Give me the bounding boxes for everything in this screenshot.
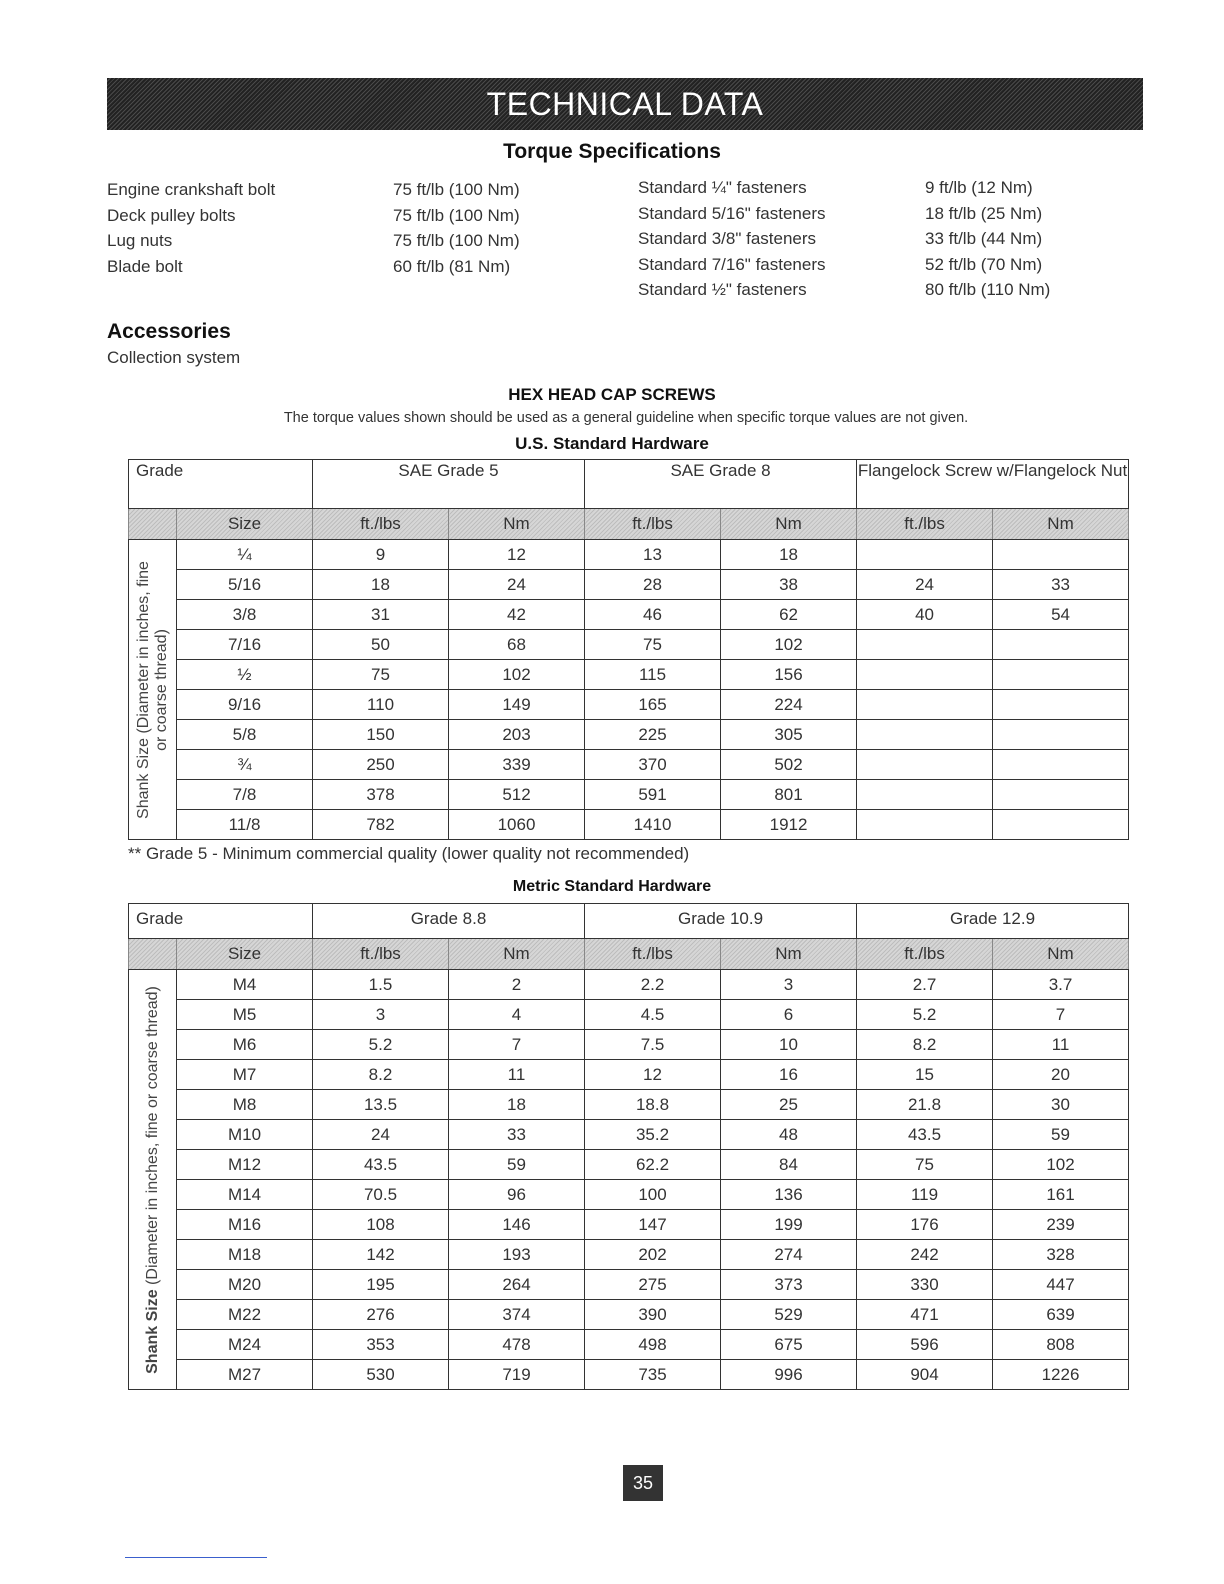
spec-value: 75 ft/lb (100 Nm)	[393, 231, 520, 251]
value-cell: 203	[449, 720, 585, 750]
accessories-title: Accessories	[107, 320, 231, 343]
grade-header: SAE Grade 8	[585, 460, 857, 509]
grade-header-row	[129, 904, 1129, 939]
size-cell: ½	[177, 660, 313, 690]
value-cell: 328	[993, 1240, 1129, 1270]
size-cell: 11/8	[177, 810, 313, 840]
value-cell: 3	[721, 970, 857, 1000]
value-cell: 24	[857, 570, 993, 600]
spec-label: Lug nuts	[107, 231, 173, 251]
value-cell	[857, 810, 993, 840]
value-cell: 38	[721, 570, 857, 600]
value-cell: 13.5	[313, 1090, 449, 1120]
hex-head-title: HEX HEAD CAP SCREWS	[508, 385, 716, 404]
shank-size-side-label	[129, 540, 177, 840]
table-row	[129, 570, 1129, 600]
size-cell: 5/16	[177, 570, 313, 600]
shank-size-side-label	[129, 970, 177, 1390]
spec-label: Engine crankshaft bolt	[107, 180, 276, 199]
metric-standard-table	[128, 903, 1129, 1390]
size-cell: M4	[177, 970, 313, 1000]
table-row	[129, 1270, 1129, 1300]
table-row	[129, 810, 1129, 840]
value-cell	[993, 630, 1129, 660]
value-cell	[993, 660, 1129, 690]
subheader: ft./lbs	[857, 939, 993, 970]
table-row	[129, 1120, 1129, 1150]
value-cell	[993, 540, 1129, 570]
grade-header: Grade 10.9	[585, 904, 857, 939]
size-cell: 5/8	[177, 720, 313, 750]
value-cell: 75	[857, 1150, 993, 1180]
spec-label: Standard 3/8" fasteners	[638, 229, 817, 249]
value-cell: 25	[721, 1090, 857, 1120]
value-cell: 12	[585, 1060, 721, 1090]
value-cell: 512	[449, 780, 585, 810]
grade-header: SAE Grade 5	[313, 460, 585, 509]
value-cell: 339	[449, 750, 585, 780]
subheader: Nm	[449, 509, 585, 540]
value-cell: 239	[993, 1210, 1129, 1240]
value-cell: 3.7	[993, 970, 1129, 1000]
value-cell: 43.5	[313, 1150, 449, 1180]
subheader: Nm	[993, 509, 1129, 540]
value-cell: 530	[313, 1360, 449, 1390]
value-cell: 370	[585, 750, 721, 780]
value-cell: 224	[721, 690, 857, 720]
technical-data-banner	[107, 78, 1143, 130]
value-cell: 102	[993, 1150, 1129, 1180]
value-cell: 390	[585, 1300, 721, 1330]
torque-left-labels	[107, 177, 275, 279]
table-row	[129, 720, 1129, 750]
value-cell: 639	[993, 1300, 1129, 1330]
value-cell: 24	[449, 570, 585, 600]
subheader: Nm	[449, 939, 585, 970]
value-cell: 21.8	[857, 1090, 993, 1120]
value-cell: 11	[449, 1060, 585, 1090]
size-cell: ¾	[177, 750, 313, 780]
value-cell: 996	[721, 1360, 857, 1390]
value-cell	[857, 660, 993, 690]
value-cell: 70.5	[313, 1180, 449, 1210]
size-cell: M24	[177, 1330, 313, 1360]
value-cell: 276	[313, 1300, 449, 1330]
value-cell: 2.7	[857, 970, 993, 1000]
value-cell: 40	[857, 600, 993, 630]
torque-right-values	[925, 175, 1050, 303]
grade-header-row	[129, 460, 1129, 509]
value-cell: 9	[313, 540, 449, 570]
value-cell: 156	[721, 660, 857, 690]
table-row	[129, 750, 1129, 780]
value-cell: 31	[313, 600, 449, 630]
table-row	[129, 1210, 1129, 1240]
metric-table-title: Metric Standard Hardware	[512, 878, 712, 895]
torque-left-values	[393, 177, 520, 279]
value-cell: 378	[313, 780, 449, 810]
value-cell: 8.2	[313, 1060, 449, 1090]
table-row	[129, 1240, 1129, 1270]
spec-value: 52 ft/lb (70 Nm)	[925, 254, 1043, 274]
value-cell: 150	[313, 720, 449, 750]
us-standard-table	[128, 459, 1129, 840]
size-cell: M12	[177, 1150, 313, 1180]
spec-label: Blade bolt	[107, 256, 183, 276]
value-cell: 801	[721, 780, 857, 810]
table-row	[129, 1180, 1129, 1210]
value-cell: 250	[313, 750, 449, 780]
size-cell: M8	[177, 1090, 313, 1120]
value-cell: 59	[993, 1120, 1129, 1150]
value-cell: 28	[585, 570, 721, 600]
table-row	[129, 660, 1129, 690]
value-cell: 447	[993, 1270, 1129, 1300]
value-cell: 7.5	[585, 1030, 721, 1060]
value-cell: 1.5	[313, 970, 449, 1000]
size-cell: 7/8	[177, 780, 313, 810]
value-cell: 596	[857, 1330, 993, 1360]
size-cell: M27	[177, 1360, 313, 1390]
value-cell: 4	[449, 1000, 585, 1030]
spec-label: Standard ¼" fasteners	[638, 178, 807, 197]
value-cell: 305	[721, 720, 857, 750]
accessory-item: Collection system	[107, 348, 241, 367]
table-row	[129, 1090, 1129, 1120]
subheader: ft./lbs	[585, 509, 721, 540]
size-cell: M14	[177, 1180, 313, 1210]
value-cell: 84	[721, 1150, 857, 1180]
value-cell: 13	[585, 540, 721, 570]
us-table-title: U.S. Standard Hardware	[515, 434, 709, 453]
value-cell: 10	[721, 1030, 857, 1060]
value-cell: 24	[313, 1120, 449, 1150]
value-cell: 2	[449, 970, 585, 1000]
value-cell	[857, 750, 993, 780]
value-cell: 202	[585, 1240, 721, 1270]
hex-head-note: The torque values shown should be used as a general guideline when specific torque values are not given.	[283, 410, 969, 426]
side-label-line: Shank Size (Diameter in inches, fine	[134, 560, 152, 819]
value-cell: 62.2	[585, 1150, 721, 1180]
value-cell: 225	[585, 720, 721, 750]
table-row	[129, 780, 1129, 810]
size-cell: 3/8	[177, 600, 313, 630]
table-row	[129, 690, 1129, 720]
grade-header: Flangelock Screw w/Flangelock Nut	[857, 460, 1129, 509]
value-cell: 68	[449, 630, 585, 660]
value-cell: 242	[857, 1240, 993, 1270]
value-cell: 108	[313, 1210, 449, 1240]
value-cell: 33	[993, 570, 1129, 600]
size-cell: M18	[177, 1240, 313, 1270]
value-cell: 1410	[585, 810, 721, 840]
value-cell: 529	[721, 1300, 857, 1330]
subheader: Nm	[993, 939, 1129, 970]
spec-value: 75 ft/lb (100 Nm)	[393, 180, 520, 199]
value-cell	[857, 690, 993, 720]
value-cell: 136	[721, 1180, 857, 1210]
torque-specifications-title: Torque Specifications	[503, 140, 721, 163]
value-cell: 8.2	[857, 1030, 993, 1060]
subheader-row	[129, 509, 1129, 540]
subheader-blank	[129, 509, 177, 540]
spec-label: Standard ½" fasteners	[638, 280, 807, 300]
value-cell: 478	[449, 1330, 585, 1360]
table-row	[129, 1060, 1129, 1090]
subheader: Nm	[721, 939, 857, 970]
value-cell: 1060	[449, 810, 585, 840]
value-cell: 11	[993, 1030, 1129, 1060]
value-cell: 142	[313, 1240, 449, 1270]
value-cell: 119	[857, 1180, 993, 1210]
value-cell: 808	[993, 1330, 1129, 1360]
value-cell: 18	[721, 540, 857, 570]
size-cell: M10	[177, 1120, 313, 1150]
spec-label: Standard 7/16" fasteners	[638, 254, 826, 274]
table-row	[129, 1000, 1129, 1030]
value-cell: 5.2	[313, 1030, 449, 1060]
value-cell: 199	[721, 1210, 857, 1240]
value-cell: 7	[449, 1030, 585, 1060]
side-label-text	[135, 561, 171, 819]
value-cell: 35.2	[585, 1120, 721, 1150]
grade-label: Grade	[129, 904, 313, 939]
value-cell: 96	[449, 1180, 585, 1210]
subheader: Nm	[721, 509, 857, 540]
subheader: Size	[177, 509, 313, 540]
value-cell: 59	[449, 1150, 585, 1180]
torque-right-labels	[638, 175, 826, 303]
value-cell: 904	[857, 1360, 993, 1390]
value-cell: 54	[993, 600, 1129, 630]
value-cell: 353	[313, 1330, 449, 1360]
value-cell	[857, 720, 993, 750]
subheader: ft./lbs	[857, 509, 993, 540]
value-cell: 330	[857, 1270, 993, 1300]
page-number: 35	[623, 1465, 663, 1501]
value-cell: 75	[585, 630, 721, 660]
size-cell: ¼	[177, 540, 313, 570]
bottom-rule	[125, 1557, 267, 1558]
value-cell: 62	[721, 600, 857, 630]
value-cell: 18.8	[585, 1090, 721, 1120]
size-cell: M6	[177, 1030, 313, 1060]
value-cell: 719	[449, 1360, 585, 1390]
grade-label: Grade	[129, 460, 313, 509]
value-cell: 264	[449, 1270, 585, 1300]
value-cell: 33	[449, 1120, 585, 1150]
table-row	[129, 1150, 1129, 1180]
size-cell: M22	[177, 1300, 313, 1330]
value-cell: 502	[721, 750, 857, 780]
value-cell: 18	[313, 570, 449, 600]
value-cell	[993, 780, 1129, 810]
subheader: ft./lbs	[313, 509, 449, 540]
spec-value: 75 ft/lb (100 Nm)	[393, 205, 520, 225]
subheader-blank	[129, 939, 177, 970]
table-row	[129, 630, 1129, 660]
grade-header: Grade 12.9	[857, 904, 1129, 939]
value-cell: 3	[313, 1000, 449, 1030]
value-cell: 16	[721, 1060, 857, 1090]
value-cell: 374	[449, 1300, 585, 1330]
table-row	[129, 1030, 1129, 1060]
value-cell: 195	[313, 1270, 449, 1300]
value-cell: 149	[449, 690, 585, 720]
side-label-rest: (Diameter in inches, fine or coarse thread)	[143, 985, 161, 1289]
value-cell: 471	[857, 1300, 993, 1330]
value-cell	[857, 630, 993, 660]
value-cell: 46	[585, 600, 721, 630]
value-cell: 275	[585, 1270, 721, 1300]
value-cell: 115	[585, 660, 721, 690]
value-cell: 782	[313, 810, 449, 840]
value-cell: 161	[993, 1180, 1129, 1210]
size-cell: M16	[177, 1210, 313, 1240]
value-cell: 50	[313, 630, 449, 660]
size-cell: M5	[177, 1000, 313, 1030]
value-cell: 498	[585, 1330, 721, 1360]
value-cell: 42	[449, 600, 585, 630]
subheader-row	[129, 939, 1129, 970]
spec-value: 33 ft/lb (44 Nm)	[925, 229, 1043, 249]
value-cell: 176	[857, 1210, 993, 1240]
value-cell: 18	[449, 1090, 585, 1120]
value-cell: 6	[721, 1000, 857, 1030]
value-cell: 373	[721, 1270, 857, 1300]
subheader: Size	[177, 939, 313, 970]
spec-value: 60 ft/lb (81 Nm)	[393, 256, 511, 276]
table-row	[129, 540, 1129, 570]
size-cell: M20	[177, 1270, 313, 1300]
table-row	[129, 970, 1129, 1000]
size-cell: M7	[177, 1060, 313, 1090]
value-cell: 146	[449, 1210, 585, 1240]
size-cell: 7/16	[177, 630, 313, 660]
table-row	[129, 600, 1129, 630]
value-cell: 147	[585, 1210, 721, 1240]
value-cell	[993, 750, 1129, 780]
value-cell: 1912	[721, 810, 857, 840]
value-cell: 165	[585, 690, 721, 720]
value-cell: 7	[993, 1000, 1129, 1030]
spec-value: 9 ft/lb (12 Nm)	[925, 178, 1033, 197]
value-cell: 102	[721, 630, 857, 660]
subheader: ft./lbs	[585, 939, 721, 970]
spec-label: Deck pulley bolts	[107, 205, 236, 225]
value-cell: 100	[585, 1180, 721, 1210]
table-row	[129, 1360, 1129, 1390]
value-cell: 20	[993, 1060, 1129, 1090]
value-cell: 110	[313, 690, 449, 720]
value-cell	[993, 810, 1129, 840]
value-cell: 675	[721, 1330, 857, 1360]
value-cell: 5.2	[857, 1000, 993, 1030]
size-cell: 9/16	[177, 690, 313, 720]
subheader: ft./lbs	[313, 939, 449, 970]
value-cell	[857, 540, 993, 570]
value-cell: 15	[857, 1060, 993, 1090]
value-cell: 735	[585, 1360, 721, 1390]
value-cell: 193	[449, 1240, 585, 1270]
grade-header: Grade 8.8	[313, 904, 585, 939]
table-row	[129, 1330, 1129, 1360]
value-cell	[993, 720, 1129, 750]
value-cell: 274	[721, 1240, 857, 1270]
spec-label: Standard 5/16" fasteners	[638, 203, 826, 223]
spec-value: 80 ft/lb (110 Nm)	[925, 280, 1051, 300]
value-cell: 1226	[993, 1360, 1129, 1390]
side-label-bold: Shank Size	[143, 1288, 161, 1374]
value-cell: 12	[449, 540, 585, 570]
value-cell	[993, 690, 1129, 720]
value-cell: 48	[721, 1120, 857, 1150]
banner-title: TECHNICAL DATA	[486, 85, 764, 122]
spec-value: 18 ft/lb (25 Nm)	[925, 203, 1043, 223]
value-cell: 75	[313, 660, 449, 690]
value-cell: 591	[585, 780, 721, 810]
table-row	[129, 1300, 1129, 1330]
value-cell: 30	[993, 1090, 1129, 1120]
value-cell	[857, 780, 993, 810]
side-label-text	[144, 986, 162, 1374]
value-cell: 43.5	[857, 1120, 993, 1150]
value-cell: 2.2	[585, 970, 721, 1000]
grade-footnote: ** Grade 5 - Minimum commercial quality (lower quality not recommended)	[128, 844, 690, 863]
side-label-line: or coarse thread)	[152, 628, 170, 751]
value-cell: 4.5	[585, 1000, 721, 1030]
value-cell: 102	[449, 660, 585, 690]
